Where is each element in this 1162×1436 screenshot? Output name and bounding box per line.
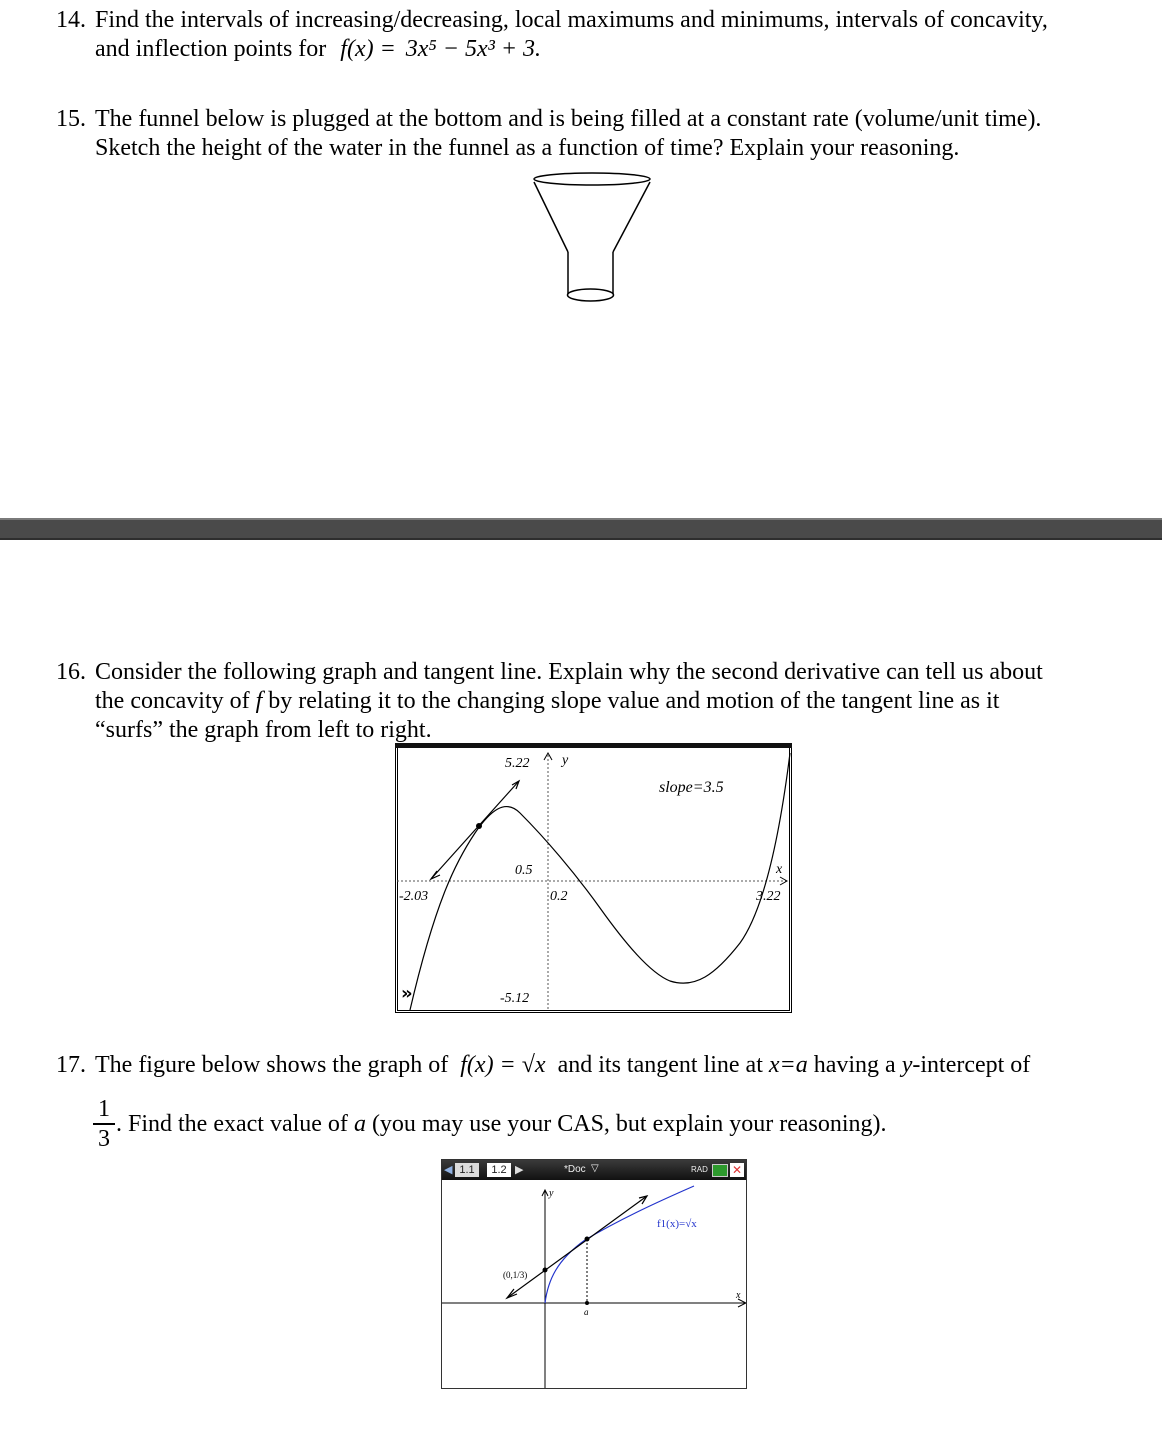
y-intercept-label: (0,1/3) [503,1270,528,1280]
tab-1-1[interactable]: 1.1 [455,1163,479,1177]
question-17-line-2 [116,1110,887,1139]
a-label: a [584,1307,589,1317]
question-14-line-2 [95,35,1146,64]
slope-label: slope=3.5 [659,779,724,796]
calc-tangent-line [507,1196,647,1298]
question-17-text-d: -intercept of [912,1052,1031,1078]
question-16 [56,658,1146,745]
tab-1-2[interactable]: 1.2 [487,1163,511,1177]
x-equals-a: x=a [768,1052,808,1078]
question-17 [56,1051,1156,1080]
calculator-graph [442,1180,746,1388]
function-rhs: 3x⁵ − 5x³ + 3. [405,36,542,62]
fraction-numerator: 1 [98,1096,110,1122]
doc-menu[interactable]: *Doc [564,1164,586,1175]
question-17-text-e: . Find the exact value of [116,1111,348,1137]
fraction-denominator: 3 [98,1125,110,1152]
question-14-text: and inflection points for [95,36,327,62]
page-nav-icon[interactable]: » [401,983,413,1004]
question-17-text-c: having a [813,1052,896,1078]
tangent-graph [395,743,792,1013]
fraction-bar [93,1123,115,1125]
y-variable: y [901,1052,913,1078]
question-16-line-2 [95,687,1146,716]
question-17-line-1 [95,1051,1156,1080]
ymax-label: 5.22 [505,756,530,771]
question-16-text-b: by relating it to the changing slope value and motion of the tangent line as it [268,688,1000,714]
question-14-line-1: Find the intervals of increasing/decreasing, local maximums and minimums, intervals of concavity, [95,7,1048,33]
question-17-text-f: (you may use your CAS, but explain your reasoning). [371,1111,887,1137]
sqrt-function: f(x) = √x [460,1052,546,1078]
fraction-one-third [93,1097,115,1151]
xmax-label: 3.22 [756,889,781,904]
ymin-label: -5.12 [500,991,530,1006]
tangent-point [476,823,482,829]
a-variable: a [353,1111,366,1137]
question-15 [56,105,1146,163]
y-axis-label: y [562,753,569,768]
close-icon[interactable]: ✕ [731,1163,743,1177]
x-tick-label: 0.2 [550,889,568,904]
funnel-diagram [528,168,658,308]
y-tick-label: 0.5 [515,863,533,878]
battery-icon [712,1164,728,1177]
doc-dropdown-icon[interactable]: ▽ [591,1163,599,1174]
question-16-number: 16. [56,659,86,685]
question-16-line-3: “surfs” the graph from left to right. [95,717,432,743]
a-point [585,1301,589,1305]
x-axis-label: x [776,862,783,877]
calc-x-label: x [736,1290,741,1301]
question-17-number: 17. [56,1052,86,1078]
calc-y-label: y [549,1188,554,1199]
question-15-line-1: The funnel below is plugged at the bottom and is being filled at a constant rate (volume/unit time). [95,106,1042,132]
function-label: f1(x)=√x [657,1218,697,1230]
question-15-number: 15. [56,106,86,132]
xmin-label: -2.03 [399,889,429,904]
question-16-line-1: Consider the following graph and tangent line. Explain why the second derivative can tell us about [95,659,1043,685]
sqrt-curve [545,1186,694,1303]
f-symbol: f [255,688,263,714]
tab-prev-icon[interactable]: ◀ [444,1164,453,1176]
question-14-number: 14. [56,7,86,33]
tab-next-icon[interactable]: ▶ [515,1164,524,1176]
calculator-screen [441,1159,747,1389]
function-lhs: f(x) = [340,36,396,62]
rad-indicator: RAD [691,1165,708,1174]
question-16-text-a: the concavity of [95,688,250,714]
question-17-text-b: and its tangent line at [557,1052,763,1078]
question-14 [56,6,1146,64]
page-separator [0,518,1162,540]
question-15-line-2: Sketch the height of the water in the funnel as a function of time? Explain your reasoning. [95,135,960,161]
calculator-top-bar [442,1160,746,1180]
y-intercept-point [543,1268,548,1273]
question-17-text-a: The figure below shows the graph of [95,1052,449,1078]
